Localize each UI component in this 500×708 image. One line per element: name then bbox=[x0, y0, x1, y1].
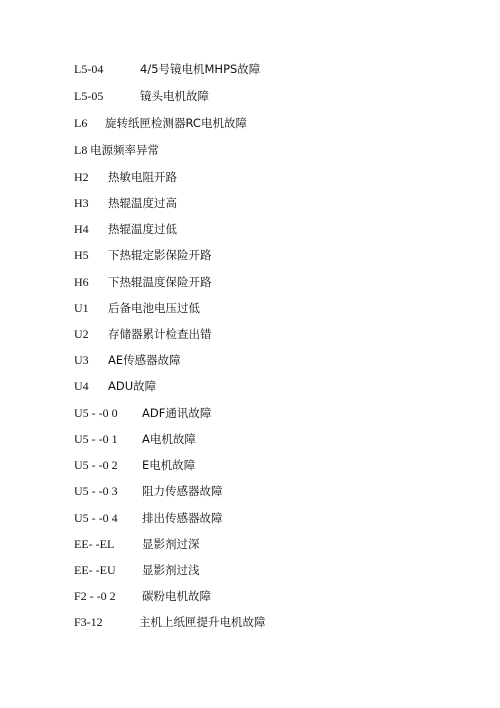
error-description: 旋转纸匣检测器RC电机故障 bbox=[105, 116, 247, 130]
error-code: L5-04 bbox=[74, 62, 104, 76]
error-description: ADF通讯故障 bbox=[142, 406, 212, 420]
error-code: H5 bbox=[74, 248, 89, 262]
error-description: 碳粉电机故障 bbox=[142, 589, 211, 603]
error-code: U5 - -0 3 bbox=[74, 484, 118, 498]
error-code: H4 bbox=[74, 222, 89, 236]
error-code: H2 bbox=[74, 170, 89, 184]
error-description: 热敏电阻开路 bbox=[108, 170, 177, 184]
error-description: 热辊温度过低 bbox=[108, 222, 177, 236]
error-code: F3-12 bbox=[74, 615, 103, 629]
error-code: L6 bbox=[74, 116, 88, 130]
error-description: 主机上纸匣提升电机故障 bbox=[139, 615, 266, 629]
error-code: U5 - -0 4 bbox=[74, 511, 118, 525]
error-description: ADU故障 bbox=[108, 379, 157, 393]
error-code: U3 bbox=[74, 353, 89, 367]
error-code: H3 bbox=[74, 196, 89, 210]
error-description: 下热辊温度保险开路 bbox=[108, 275, 212, 289]
error-description: 4/5号镜电机MHPS故障 bbox=[140, 62, 261, 76]
error-description: E电机故障 bbox=[142, 458, 196, 472]
error-description: 下热辊定影保险开路 bbox=[108, 248, 212, 262]
error-description: 排出传感器故障 bbox=[142, 511, 223, 525]
error-code: U4 bbox=[74, 379, 89, 393]
error-description: AE传感器故障 bbox=[108, 353, 181, 367]
error-code: EE- -EU bbox=[74, 563, 116, 577]
error-code: L8 bbox=[74, 143, 88, 157]
error-code: U5 - -0 0 bbox=[74, 406, 118, 420]
error-code: F2 - -0 2 bbox=[74, 589, 116, 603]
error-code: L5-05 bbox=[74, 89, 104, 103]
error-description: 热辊温度过高 bbox=[108, 196, 177, 210]
error-code: U5 - -0 1 bbox=[74, 432, 118, 446]
error-description: A电机故障 bbox=[142, 432, 196, 446]
error-code: EE- -EL bbox=[74, 537, 115, 551]
error-description: 镜头电机故障 bbox=[140, 89, 209, 103]
error-description: 显影剂过浅 bbox=[142, 563, 200, 577]
error-description: 存储器累计检查出错 bbox=[108, 327, 212, 341]
error-description: 电源频率异常 bbox=[90, 143, 159, 157]
error-code: H6 bbox=[74, 275, 89, 289]
error-description: 显影剂过深 bbox=[142, 537, 200, 551]
error-code: U5 - -0 2 bbox=[74, 458, 118, 472]
error-description: 阻力传感器故障 bbox=[142, 484, 223, 498]
error-description: 后备电池电压过低 bbox=[108, 301, 200, 315]
error-code: U1 bbox=[74, 301, 89, 315]
error-code: U2 bbox=[74, 327, 89, 341]
